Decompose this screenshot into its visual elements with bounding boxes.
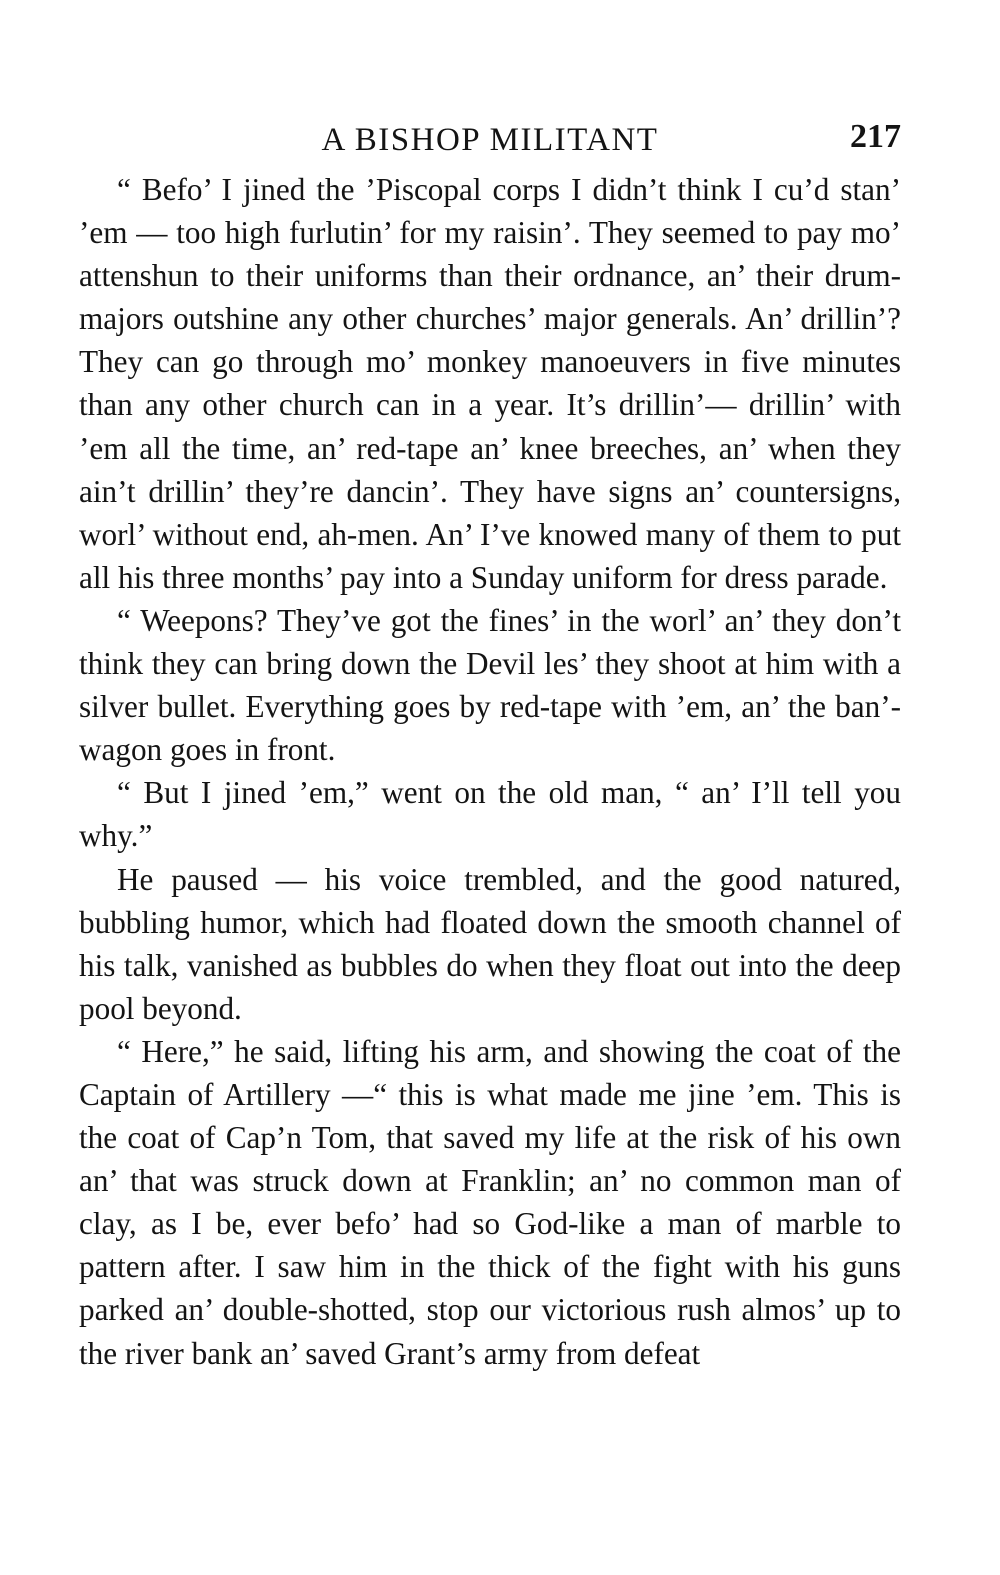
page-number: 217: [850, 118, 901, 155]
paragraph-4: He paused — his voice trembled, and the good natured, bubbling humor, which had floated down the smooth channel of his talk, vanished as bubbles do when they float out into the deep pool beyond.: [79, 861, 901, 1026]
book-page: [79, 108, 901, 1375]
paragraph-3: “ But I jined ’em,” went on the old man, “ an’ I’ll tell you why.”: [79, 775, 901, 854]
running-title: A BISHOP MILITANT: [321, 122, 659, 158]
running-head: [79, 108, 901, 168]
body-text: [79, 168, 901, 1375]
paragraph-5: “ Here,” he said, lifting his arm, and showing the coat of the Captain of Artillery —“ this is what made me jine ’em. This is the coat of Cap’n Tom, that saved my life at the risk of his own an’ that was struck down at Franklin; an’ no common man of clay, as I be, ever befo’ had so God-like a man of marble to pattern after. I saw him in the thick of the fight with his guns parked an’ double-shotted, stop our victorious rush almos’ up to the river bank an’ saved Grant’s army from defeat: [79, 1033, 901, 1371]
paragraph-2: “ Weepons? They’ve got the fines’ in the worl’ an’ they don’t think they can bring down the Devil les’ they shoot at him with a silver bullet. Everything goes by red-tape with ’em, an’ the ban’-wagon goes in front.: [79, 602, 901, 768]
paragraph-1: “ Befo’ I jined the ’Piscopal corps I didn’t think I cu’d stan’ ’em — too high furlutin’ for my raisin’. They seemed to pay mo’ attenshun to their uniforms than their ordnance, an’ their drum-majors outshine any other churches’ major generals. An’ drillin’? They can go through mo’ monkey manoeuvers in five minutes than any other church can in a year. It’s drillin’— drillin’ with ’em all the time, an’ red-tape an’ knee breeches, an’ when they ain’t drillin’ they’re dancin’. They have signs an’ countersigns, worl’ without end, ah-men. An’ I’ve knowed many of them to put all his three months’ pay into a Sunday uniform for dress parade.: [79, 172, 901, 595]
